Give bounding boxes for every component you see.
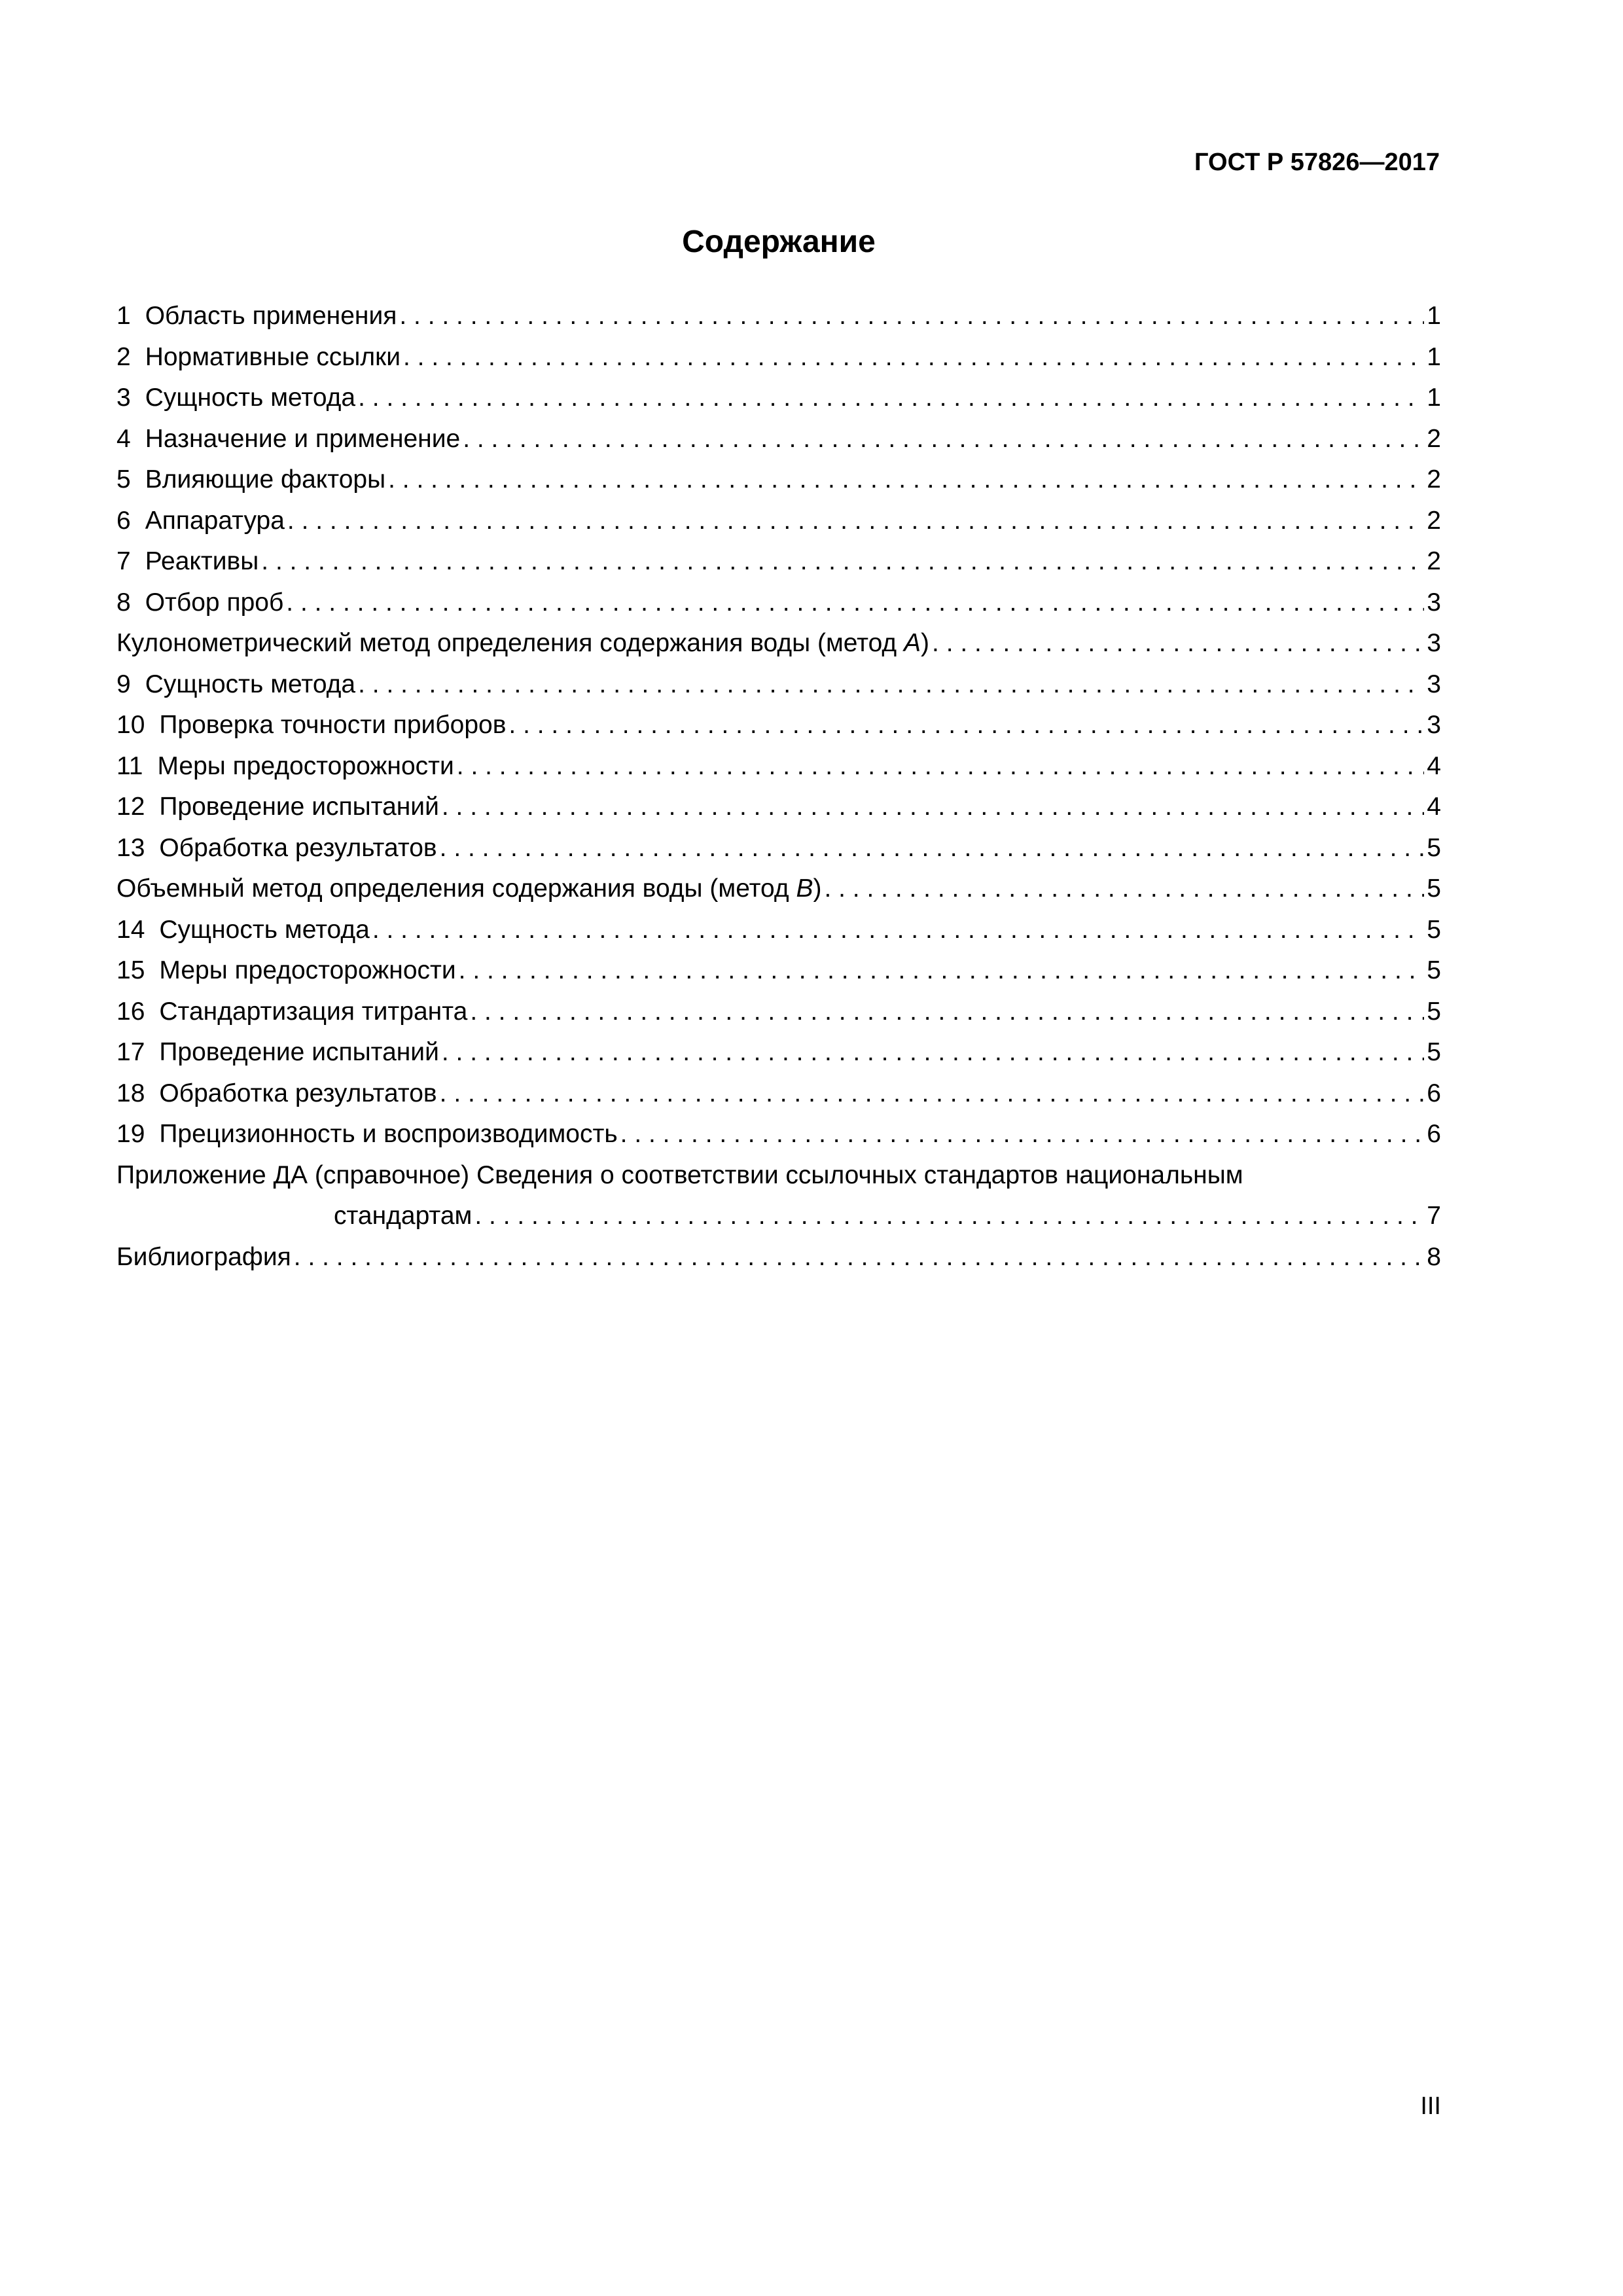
- toc-leader-dots: [439, 787, 1424, 828]
- toc-item-number: 11: [116, 751, 143, 780]
- toc-section-heading[interactable]: [116, 623, 1441, 664]
- toc-item-label: Область применения: [145, 302, 397, 330]
- toc-section-heading[interactable]: [116, 869, 1441, 910]
- toc-item-page: 8: [1427, 1242, 1441, 1271]
- toc-leader-dots: [355, 664, 1424, 706]
- toc-item-label-line1: Приложение ДА (справочное) Сведения о соответствии ссылочных стандартов национальным: [116, 1160, 1243, 1189]
- toc-item-page: 4: [1427, 751, 1441, 780]
- toc-leader-dots: [472, 1196, 1424, 1237]
- toc-leader-dots: [291, 1237, 1425, 1278]
- toc-item[interactable]: [116, 1237, 1441, 1278]
- toc-leader-dots: [370, 910, 1424, 951]
- toc-item[interactable]: [116, 541, 1441, 583]
- toc-item-label: Меры предосторожности: [159, 956, 456, 984]
- toc-label-text: Объемный метод определения содержания воды (метод: [116, 874, 796, 903]
- toc-item-page: 3: [1427, 588, 1441, 617]
- toc-item-page: 6: [1427, 1120, 1441, 1148]
- toc-label-method-letter: А: [904, 629, 921, 657]
- toc-item-number: 15: [116, 956, 145, 984]
- toc-item-number: 2: [116, 342, 131, 371]
- toc-item-number: 9: [116, 670, 131, 698]
- toc-item[interactable]: [116, 664, 1441, 706]
- toc-item-page: 2: [1427, 465, 1441, 493]
- toc-item-label: Стандартизация титранта: [159, 997, 468, 1026]
- toc-item-label: Проведение испытаний: [159, 1038, 439, 1066]
- toc-item-number: 17: [116, 1038, 145, 1066]
- toc-item-label: Сущность метода: [145, 670, 356, 698]
- toc-item-number: 5: [116, 465, 131, 493]
- toc-item-label: Обработка результатов: [159, 1079, 437, 1107]
- toc-item[interactable]: [116, 1032, 1441, 1073]
- toc-item-number: 14: [116, 915, 145, 944]
- toc-item-page: 5: [1427, 833, 1441, 862]
- toc-item-number: 6: [116, 506, 131, 535]
- document-code: ГОСТ Р 57826—2017: [1194, 149, 1440, 176]
- toc-item-number: 10: [116, 711, 145, 739]
- toc-item[interactable]: [116, 705, 1441, 746]
- toc-leader-dots: [460, 419, 1424, 460]
- toc-item-label: Обработка результатов: [159, 833, 437, 862]
- toc-item-page: 5: [1427, 874, 1441, 903]
- toc-title: Содержание: [682, 224, 876, 259]
- toc-label-text: Кулонометрический метод определения содержания воды (метод: [116, 629, 904, 657]
- toc-item-label: Прецизионность и воспроизводимость: [159, 1120, 618, 1148]
- toc-item-page: 3: [1427, 670, 1441, 698]
- toc-item[interactable]: [116, 1073, 1441, 1115]
- toc-item-label: Аппаратура: [145, 506, 285, 535]
- toc-item[interactable]: [116, 459, 1441, 501]
- toc-item-page: 7: [1427, 1202, 1441, 1230]
- toc-item-label: Сущность метода: [145, 384, 356, 412]
- toc-item-continuation: [116, 1196, 1441, 1237]
- toc-item-page: 6: [1427, 1079, 1441, 1107]
- toc-appendix-item[interactable]: [116, 1155, 1441, 1237]
- toc-item[interactable]: [116, 583, 1441, 624]
- toc-item-number: 12: [116, 793, 145, 821]
- toc-item-label: Меры предосторожности: [157, 751, 454, 780]
- toc-item[interactable]: [116, 910, 1441, 951]
- toc-item-label: Реактивы: [145, 547, 259, 575]
- toc-item-number: 4: [116, 424, 131, 453]
- toc-leader-dots: [821, 869, 1424, 910]
- toc-leader-dots: [397, 296, 1424, 337]
- toc-item-label: [116, 623, 929, 664]
- toc-leader-dots: [385, 459, 1424, 501]
- toc-item-label: [116, 869, 821, 910]
- toc-item-page: 1: [1427, 302, 1441, 330]
- toc-leader-dots: [467, 992, 1424, 1033]
- table-of-contents: [116, 296, 1441, 1278]
- toc-item[interactable]: [116, 1114, 1441, 1155]
- toc-item-label: Нормативные ссылки: [145, 342, 401, 371]
- toc-item-label: Назначение и применение: [145, 424, 461, 453]
- toc-item-number: 16: [116, 997, 145, 1026]
- toc-item[interactable]: [116, 296, 1441, 337]
- toc-item-label: Отбор проб: [145, 588, 284, 617]
- toc-item[interactable]: [116, 787, 1441, 828]
- toc-item-page: 5: [1427, 1038, 1441, 1066]
- toc-leader-dots: [437, 828, 1425, 869]
- toc-leader-dots: [456, 950, 1425, 992]
- toc-item-number: 3: [116, 384, 131, 412]
- toc-leader-dots: [259, 541, 1424, 583]
- toc-item-page: 1: [1427, 342, 1441, 371]
- toc-item-number: 8: [116, 588, 131, 617]
- toc-item-label: Проведение испытаний: [159, 793, 439, 821]
- toc-leader-dots: [454, 746, 1425, 787]
- toc-leader-dots: [929, 623, 1424, 664]
- toc-item-page: 1: [1427, 384, 1441, 412]
- toc-item-number: 1: [116, 302, 131, 330]
- toc-item-page: 3: [1427, 629, 1441, 657]
- toc-item-label: Влияющие факторы: [145, 465, 386, 493]
- toc-item-page: 4: [1427, 793, 1441, 821]
- toc-label-method-letter: В: [796, 874, 813, 903]
- toc-item[interactable]: [116, 378, 1441, 419]
- toc-item-page: 3: [1427, 711, 1441, 739]
- toc-item[interactable]: [116, 746, 1441, 787]
- toc-leader-dots: [618, 1114, 1425, 1155]
- toc-leader-dots: [283, 583, 1424, 624]
- toc-item-page: 5: [1427, 997, 1441, 1026]
- toc-leader-dots: [439, 1032, 1424, 1073]
- toc-item-number: 19: [116, 1120, 145, 1148]
- toc-leader-dots: [437, 1073, 1425, 1115]
- page-number: III: [1420, 2092, 1441, 2120]
- toc-leader-dots: [355, 378, 1424, 419]
- toc-leader-dots: [506, 705, 1424, 746]
- toc-label-text: ): [813, 874, 822, 903]
- toc-item[interactable]: [116, 950, 1441, 992]
- toc-item[interactable]: [116, 501, 1441, 542]
- toc-item[interactable]: [116, 992, 1441, 1033]
- toc-item-number: 13: [116, 833, 145, 862]
- toc-item[interactable]: [116, 419, 1441, 460]
- toc-item-label: Проверка точности приборов: [159, 711, 507, 739]
- toc-item-number: 18: [116, 1079, 145, 1107]
- toc-item-page: 5: [1427, 956, 1441, 984]
- toc-item-label: Библиография: [116, 1242, 291, 1271]
- toc-leader-dots: [401, 337, 1424, 378]
- toc-item-page: 5: [1427, 915, 1441, 944]
- toc-item[interactable]: [116, 828, 1441, 869]
- toc-label-text: ): [921, 629, 930, 657]
- toc-item-label: Сущность метода: [159, 915, 370, 944]
- toc-item-number: 7: [116, 547, 131, 575]
- toc-item-page: 2: [1427, 506, 1441, 535]
- toc-item-page: 2: [1427, 547, 1441, 575]
- toc-leader-dots: [285, 501, 1424, 542]
- toc-item[interactable]: [116, 337, 1441, 378]
- toc-item-page: 2: [1427, 424, 1441, 453]
- toc-item-label-line2: стандартам: [334, 1202, 473, 1230]
